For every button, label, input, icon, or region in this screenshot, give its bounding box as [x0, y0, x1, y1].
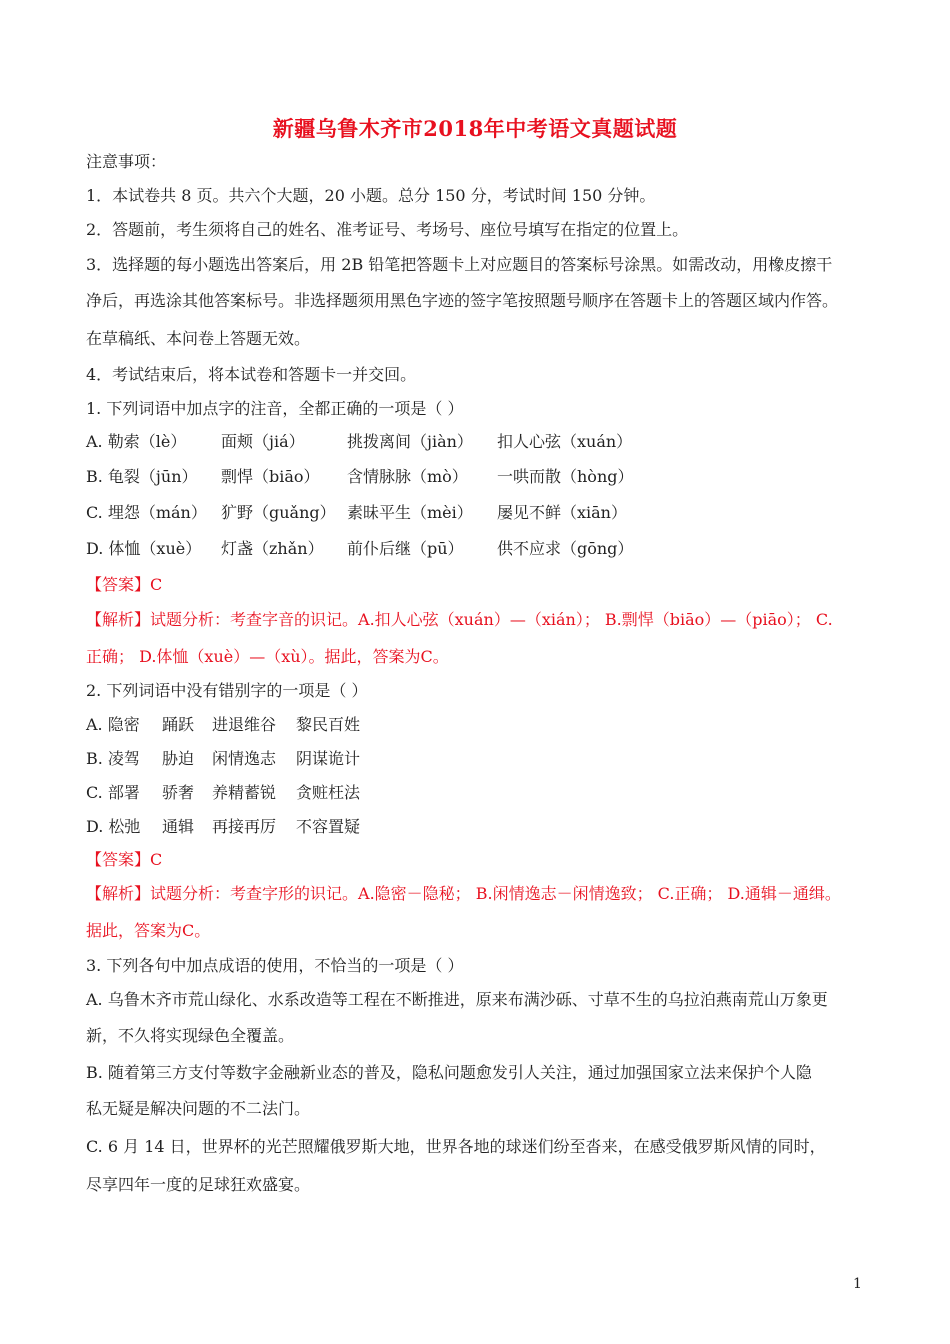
q2-option-a-2: 踊跃 — [162, 715, 195, 734]
q1-answer — [86, 574, 162, 596]
document-title: 新疆乌鲁木齐市2018年中考语文真题试题 — [272, 116, 678, 141]
q1-option-b-2: 剽悍（biāo） — [221, 467, 320, 486]
q2-option-a-4: 黎民百姓 — [296, 715, 361, 734]
q2-option-c-3: 养精蓄锐 — [212, 783, 277, 802]
q3-option-b-line-1: B. 随着第三方支付等数字金融新业态的普及，隐私问题愈发引人关注，通过加强国家立法来保护个人隐 — [86, 1063, 812, 1082]
q2-option-c-2: 骄奢 — [162, 783, 195, 802]
answer-tag: 【答案】 — [86, 575, 151, 594]
q2-option-d-2: 通辑 — [162, 817, 195, 836]
q1-option-b-1: B. 龟裂（jūn） — [86, 467, 198, 486]
q1-option-b-4: 一哄而散（hòng） — [497, 467, 634, 486]
q1-stem: 1. 下列词语中加点字的注音，全都正确的一项是（ ） — [86, 399, 464, 418]
analysis-text: 试题分析：考查字形的识记。A.隐密－隐秘； B.闲情逸志－闲情逸致； C.正确； D.通辑－通缉。 — [150, 884, 841, 903]
q2-option-b-1: B. 凌驾 — [86, 749, 140, 768]
q2-option-b-2: 胁迫 — [162, 749, 195, 768]
q1-option-d-3: 前仆后继（pū） — [347, 539, 464, 558]
q3-option-c-line-1: C. 6 月 14 日，世界杯的光芒照耀俄罗斯大地，世界各地的球迷们纷至沓来，在感受俄罗斯风情的同时， — [86, 1137, 826, 1156]
page-number: 1 — [853, 1276, 862, 1292]
analysis-tag: 【解析】 — [86, 610, 151, 629]
q3-option-b-line-2: 私无疑是解决问题的不二法门。 — [86, 1099, 311, 1118]
q1-option-c-2: 犷野（guǎng） — [221, 503, 336, 522]
q2-option-a-3: 进退维谷 — [212, 715, 277, 734]
q1-option-d-2: 灯盏（zhǎn） — [221, 539, 324, 558]
q3-option-a-line-1: A. 乌鲁木齐市荒山绿化、水系改造等工程在不断推进，原来布满沙砾、寸草不生的乌拉泊燕南荒山万象更 — [86, 990, 828, 1009]
notice-line-3a: 3．选择题的每小题选出答案后，用 2B 铅笔把答题卡上对应题目的答案标号涂黑。如需改动，用橡皮擦干 — [86, 255, 833, 274]
q2-option-b-3: 闲情逸志 — [212, 749, 277, 768]
q2-option-d-1: D. 松弛 — [86, 817, 141, 836]
q1-option-a-1: A. 勒索（lè） — [86, 432, 187, 451]
answer-tag: 【答案】 — [86, 850, 151, 869]
q2-analysis-line-1 — [86, 883, 841, 905]
notice-line-3b: 净后，再选涂其他答案标号。非选择题须用黑色字迹的签字笔按照题号顺序在答题卡上的答题区域内作答。 — [86, 291, 839, 310]
q2-option-d-4: 不容置疑 — [296, 817, 361, 836]
q1-option-d-4: 供不应求（gōng） — [497, 539, 634, 558]
q3-option-a-line-2: 新，不久将实现绿色全覆盖。 — [86, 1026, 295, 1045]
q2-option-c-4: 贪赃枉法 — [296, 783, 361, 802]
q1-option-d-1: D. 体恤（xuè） — [86, 539, 202, 558]
q2-analysis-line-2: 据此，答案为C。 — [86, 921, 211, 940]
q2-option-a-1: A. 隐密 — [86, 715, 140, 734]
q1-analysis-line-1 — [86, 609, 833, 631]
answer-value: C — [150, 850, 163, 869]
q1-option-a-2: 面颊（jiá） — [221, 432, 305, 451]
notice-line-2: 2．答题前，考生须将自己的姓名、准考证号、考场号、座位号填写在指定的位置上。 — [86, 220, 689, 239]
q3-stem: 3. 下列各句中加点成语的使用，不恰当的一项是（ ） — [86, 956, 464, 975]
q2-answer — [86, 849, 162, 871]
analysis-text: 试题分析：考查字音的识记。A.扣人心弦（xuán）—（xián）； B.剽悍（biāo）—（piāo）； C. — [150, 610, 833, 629]
notice-heading: 注意事项： — [86, 152, 167, 171]
answer-value: C — [150, 575, 163, 594]
q1-option-a-3: 挑拨离间（jiàn） — [347, 432, 473, 451]
q2-option-c-1: C. 部署 — [86, 783, 140, 802]
q2-option-d-3: 再接再厉 — [212, 817, 277, 836]
q1-option-c-1: C. 埋怨（mán） — [86, 503, 207, 522]
notice-line-3c: 在草稿纸、本问卷上答题无效。 — [86, 329, 311, 348]
notice-line-1: 1．本试卷共 8 页。共六个大题，20 小题。总分 150 分，考试时间 150 分钟。 — [86, 186, 656, 205]
q2-stem: 2. 下列词语中没有错别字的一项是（ ） — [86, 681, 368, 700]
q1-option-a-4: 扣人心弦（xuán） — [497, 432, 633, 451]
q1-option-b-3: 含情脉脉（mò） — [347, 467, 468, 486]
q2-option-b-4: 阴谋诡计 — [296, 749, 361, 768]
notice-line-4: 4．考试结束后，将本试卷和答题卡一并交回。 — [86, 365, 417, 384]
q1-option-c-3: 素昧平生（mèi） — [347, 503, 473, 522]
analysis-tag: 【解析】 — [86, 884, 151, 903]
q1-analysis-line-2: 正确； D.体恤（xuè）—（xù）。据此，答案为C。 — [86, 647, 449, 666]
q1-option-c-4: 屡见不鲜（xiān） — [497, 503, 627, 522]
q3-option-c-line-2: 尽享四年一度的足球狂欢盛宴。 — [86, 1175, 311, 1194]
